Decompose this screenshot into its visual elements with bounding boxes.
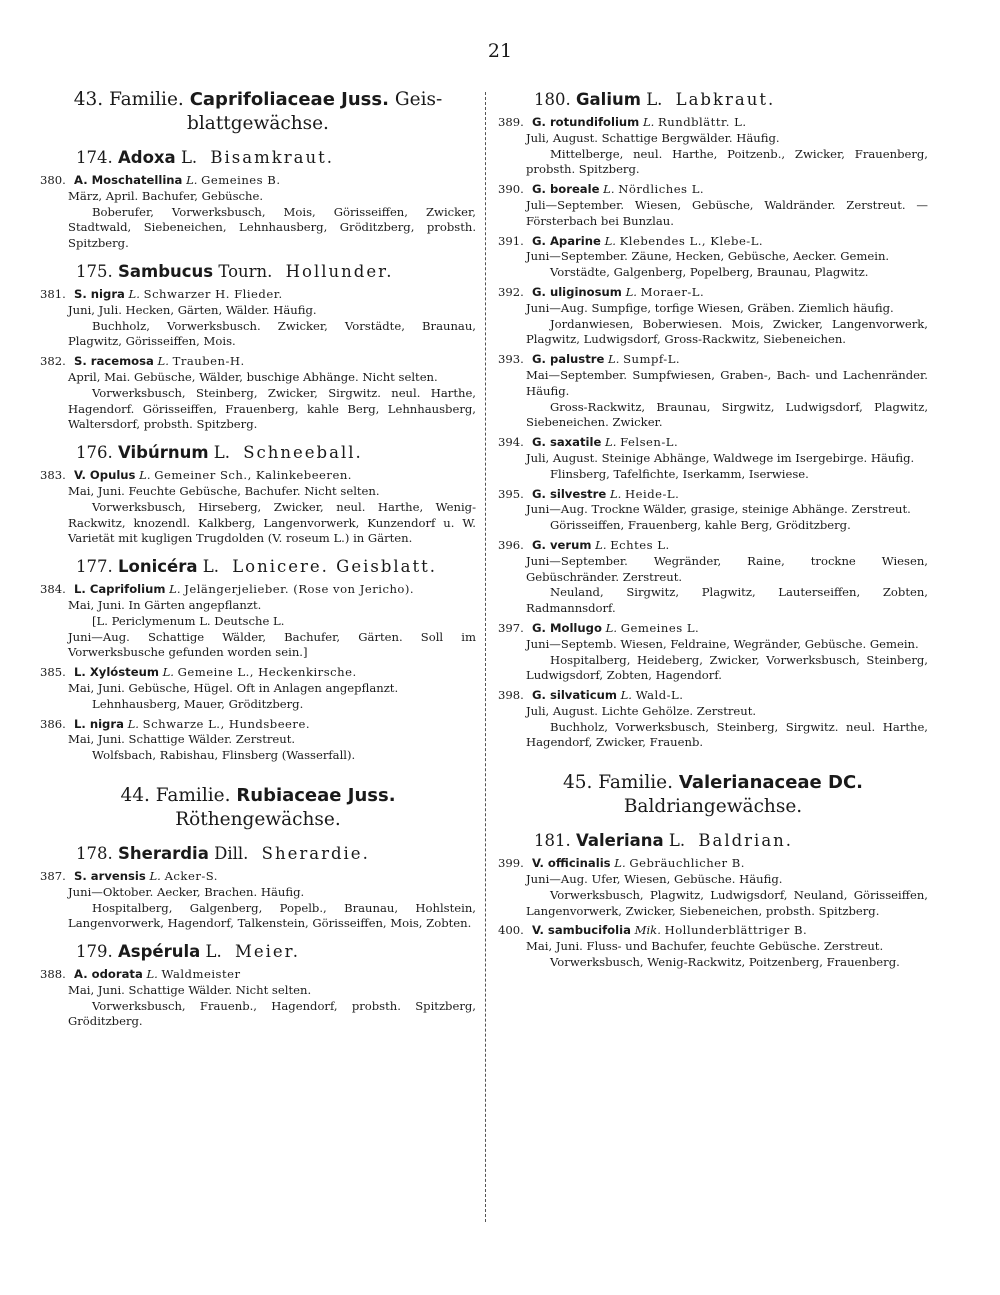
species-note-habitat: Juni—Aug. Schattige Wälder, Bachufer, Gärten. Soll im Vorwerksbusche gefunden worden sein.] <box>68 629 476 660</box>
species-name: G. silvestre <box>532 486 607 501</box>
species-author: L. <box>127 716 139 731</box>
species-entry-391 <box>498 234 928 281</box>
species-german-name: Gemeines B. <box>201 173 281 187</box>
species-number: 387. <box>40 868 66 883</box>
species-number: 390. <box>498 182 524 197</box>
species-german-name: Hollunderblättriger B. <box>664 923 808 938</box>
genus-author: L. <box>213 443 230 463</box>
species-habitat: Mai, Juni. Schattige Wälder. Zerstreut. <box>68 732 296 747</box>
genus-number: 175. <box>76 261 113 281</box>
species-author: L. <box>625 284 637 299</box>
genus-german-name: Sherardie. <box>261 843 370 863</box>
species-name: S. nigra <box>74 286 125 301</box>
species-entry-396 <box>498 538 928 617</box>
species-entry-382 <box>40 354 476 433</box>
genus-heading-181 <box>498 831 928 850</box>
species-german-name: Jelängerjelieber. (Rose von Jericho). <box>184 582 415 597</box>
genus-name: Vibúrnum <box>118 443 209 463</box>
species-entry-386 <box>40 717 476 764</box>
species-habitat: Mai, Juni. In Gärten angepflanzt. <box>68 597 262 612</box>
genus-german-name: Baldrian. <box>698 831 794 851</box>
genus-german-name: Lonicere. Geisblatt. <box>232 557 438 577</box>
genus-heading-175 <box>40 262 476 281</box>
genus-number: 178. <box>76 843 113 863</box>
genus-name: Sherardia <box>118 843 209 863</box>
species-german-name: Gemeines L. <box>620 620 700 635</box>
species-habitat: Juli, August. Schattige Bergwälder. Häufig. <box>526 130 780 145</box>
species-author: L. <box>169 582 181 597</box>
family-name: Rubiaceae Juss. <box>236 784 396 806</box>
genus-heading-179 <box>40 942 476 961</box>
species-localities: Görisseiffen, Frauenberg, kahle Berg, Gröditzberg. <box>550 518 851 533</box>
species-author: L. <box>149 868 161 883</box>
species-german-name: Gemeiner Sch., Kalinkebeeren. <box>154 468 352 483</box>
species-number: 395. <box>498 486 524 501</box>
species-localities: Flinsberg, Tafelfichte, Iserkamm, Iserwiese. <box>550 466 809 481</box>
species-author: L. <box>620 688 632 703</box>
species-number: 389. <box>498 115 524 129</box>
genus-heading-174 <box>40 148 476 167</box>
genus-author: L. <box>202 557 219 577</box>
species-author: L. <box>146 967 158 982</box>
genus-author: L. <box>668 831 686 851</box>
family-number: 44. Familie. <box>120 784 231 806</box>
species-entry-393 <box>498 352 928 431</box>
species-number: 386. <box>40 716 66 731</box>
species-german-name: Moraer-L. <box>640 284 705 299</box>
species-entry-398 <box>498 688 928 751</box>
species-entry-394 <box>498 435 928 482</box>
species-habitat: Juni—Aug. Ufer, Wiesen, Gebüsche. Häufig. <box>526 872 783 887</box>
genus-german-name: Meier. <box>234 942 301 962</box>
page-number: 21 <box>487 40 513 62</box>
species-name: A. odorata <box>74 967 143 982</box>
species-habitat: Juni—Aug. Sumpfige, torfige Wiesen, Gräben. Ziemlich häufig. <box>526 300 894 315</box>
species-entry-385 <box>40 665 476 712</box>
species-number: 400. <box>498 923 524 938</box>
species-german-name: Acker-S. <box>164 868 218 883</box>
species-name: G. verum <box>532 537 592 552</box>
species-habitat: Mai, Juni. Fluss- und Bachufer, feuchte Gebüsche. Zerstreut. <box>526 939 884 954</box>
genus-heading-180 <box>498 90 928 109</box>
species-author: L. <box>186 173 198 187</box>
species-name: A. Moschatellina <box>74 173 183 187</box>
species-german-name: Trauben-H. <box>172 354 245 369</box>
species-note: [L. Periclymenum L. Deutsche L. <box>92 613 285 628</box>
species-habitat: Mai, Juni. Feuchte Gebüsche, Bachufer. Nicht selten. <box>68 483 380 498</box>
species-entry-388 <box>40 967 476 1030</box>
species-habitat: Juni—September. Wegränder, Raine, trockne Wiesen, Gebüschränder. Zerstreut. <box>526 553 928 584</box>
species-german-name: Klebendes L., Klebe-L. <box>619 233 764 248</box>
genus-number: 177. <box>76 557 113 577</box>
genus-author: L. <box>205 942 222 962</box>
family-german-name: Röthengewächse. <box>175 808 341 830</box>
species-german-name: Schwarze L., Hundsbeere. <box>142 716 311 731</box>
species-localities: Vorwerksbusch, Plagwitz, Ludwigsdorf, Neuland, Görisseiffen, Langenvorwerk, Zwicker, Siebeneichen, probsth. Spitzberg. <box>526 887 928 918</box>
genus-german-name: Hollunder. <box>285 261 394 281</box>
species-habitat: Juni—Oktober. Aecker, Brachen. Häufig. <box>68 884 305 899</box>
genus-german-name: Schneeball. <box>243 443 363 463</box>
species-localities: Mittelberge, neul. Harthe, Poitzenb., Zwicker, Frauenberg, probsth. Spitzberg. <box>526 146 928 177</box>
genus-name: Aspérula <box>118 942 201 962</box>
species-german-name: Gebräuchlicher B. <box>629 856 745 871</box>
species-entry-387 <box>40 869 476 932</box>
species-number: 397. <box>498 620 524 635</box>
species-habitat: April, Mai. Gebüsche, Wälder, buschige Abhänge. Nicht selten. <box>68 369 438 384</box>
species-entry-384 <box>40 582 476 661</box>
species-entry-395 <box>498 487 928 534</box>
family-name: Caprifoliaceae Juss. <box>189 89 389 110</box>
species-localities: Neuland, Sirgwitz, Plagwitz, Lauterseiffen, Zobten, Radmannsdorf. <box>526 585 928 616</box>
species-author: L. <box>128 286 140 301</box>
genus-heading-177 <box>40 557 476 576</box>
species-number: 391. <box>498 233 524 248</box>
species-entry-380 <box>40 173 476 252</box>
genus-german-name: Bisamkraut. <box>210 148 334 167</box>
species-habitat: Juli, August. Steinige Abhänge, Waldwege im Isergebirge. Häufig. <box>526 450 915 465</box>
species-localities: Vorstädte, Galgenberg, Popelberg, Braunau, Plagwitz. <box>550 265 869 280</box>
species-name: V. Opulus <box>74 468 136 483</box>
species-name: G. silvaticum <box>532 688 617 703</box>
species-entry-400 <box>498 923 928 970</box>
genus-number: 174. <box>76 148 113 167</box>
species-number: 398. <box>498 688 524 703</box>
species-name: G. palustre <box>532 352 605 367</box>
species-localities: Vorwerksbusch, Steinberg, Zwicker, Sirgwitz. neul. Harthe, Hagendorf. Görisseiffen, Frauenberg, kahle Berg, Lehnhausberg, Waltersdorf, probsth. Spitzberg. <box>68 385 476 432</box>
species-habitat: Juni—Aug. Trockne Wälder, grasige, steinige Abhänge. Zerstreut. <box>526 502 911 517</box>
species-habitat: Juli, August. Lichte Gehölze. Zerstreut. <box>526 703 757 718</box>
species-localities: Lehnhausberg, Mauer, Gröditzberg. <box>92 696 304 711</box>
species-habitat: Mai—September. Sumpfwiesen, Graben-, Bach- und Lachenränder. Häufig. <box>526 367 928 398</box>
family-name: Valerianaceae DC. <box>678 772 864 794</box>
species-author: L. <box>162 665 174 680</box>
species-localities: Wolfsbach, Rabishau, Flinsberg (Wasserfall). <box>92 748 356 763</box>
species-localities: Gross-Rackwitz, Braunau, Sirgwitz, Ludwigsdorf, Plagwitz, Siebeneichen. Zwicker. <box>526 399 928 430</box>
species-localities: Boberufer, Vorwerksbusch, Mois, Görisseiffen, Zwicker, Stadtwald, Siebeneichen, Lehnhausberg, Gröditzberg, probsth. Spitzberg. <box>68 204 476 251</box>
species-number: 394. <box>498 435 524 450</box>
genus-name: Adoxa <box>118 148 176 167</box>
genus-author: L. <box>646 90 663 109</box>
left-column <box>40 88 476 1034</box>
species-entry-392 <box>498 285 928 348</box>
species-number: 399. <box>498 856 524 871</box>
species-localities: Jordanwiesen, Boberwiesen. Mois, Zwicker, Langenvorwerk, Plagwitz, Ludwigsdorf, Gross-Rackwitz, Siebeneichen. <box>526 316 928 347</box>
family-heading-44 <box>40 784 476 832</box>
species-author: L. <box>595 537 607 552</box>
species-number: 388. <box>40 967 66 982</box>
species-number: 385. <box>40 665 66 680</box>
species-localities: Vorwerksbusch, Wenig-Rackwitz, Poitzenberg, Frauenberg. <box>550 955 900 970</box>
species-habitat: Juni, Juli. Hecken, Gärten, Wälder. Häufig. <box>68 302 317 317</box>
species-name: V. officinalis <box>532 856 611 871</box>
species-author: L. <box>157 354 169 369</box>
species-name: G. Mollugo <box>532 620 602 635</box>
family-heading-43 <box>40 88 476 136</box>
species-name: V. sambucifolia <box>532 923 631 938</box>
species-author: L. <box>605 435 617 450</box>
species-author: L. <box>614 856 626 871</box>
species-habitat: März, April. Bachufer, Gebüsche. <box>68 188 264 203</box>
genus-number: 176. <box>76 443 113 463</box>
species-german-name: Waldmeister <box>161 967 241 982</box>
species-german-name: Sumpf-L. <box>623 352 681 367</box>
species-name: L. Caprifolium <box>74 582 166 597</box>
species-number: 392. <box>498 284 524 299</box>
genus-author: L. <box>180 148 198 167</box>
species-german-name: Echtes L. <box>610 537 670 552</box>
species-german-name: Wald-L. <box>635 688 684 703</box>
species-habitat: Mai, Juni. Schattige Wälder. Nicht selten. <box>68 982 312 997</box>
species-habitat: Juli—September. Wiesen, Gebüsche, Waldränder. Zerstreut. — Försterbach bei Bunzlau. <box>526 197 928 228</box>
species-habitat: Mai, Juni. Gebüsche, Hügel. Oft in Anlagen angepflanzt. <box>68 680 399 695</box>
species-name: S. racemosa <box>74 354 154 369</box>
species-localities: Buchholz, Vorwerksbusch. Zwicker, Vorstädte, Braunau, Plagwitz, Görisseiffen, Mois. <box>68 318 476 349</box>
species-entry-390 <box>498 182 928 229</box>
species-name: S. arvensis <box>74 868 146 883</box>
species-name: G. saxatile <box>532 435 602 450</box>
genus-number: 181. <box>534 831 571 851</box>
species-author: L. <box>605 620 618 635</box>
species-habitat: Juni—September. Zäune, Hecken, Gebüsche, Aecker. Gemein. <box>526 249 890 264</box>
species-number: 382. <box>40 354 66 369</box>
species-localities: Vorwerksbusch, Hirseberg, Zwicker, neul. Harthe, Wenig-Rackwitz, knozendl. Kalkberg, Langenvorwerk, Kunzendorf u. W. Varietät mit kugligen Trugdolden (V. roseum L.) in Gärten. <box>68 499 476 546</box>
species-localities: Hospitalberg, Heideberg, Zwicker, Vorwerksbusch, Steinberg, Ludwigsdorf, Zobten, Hagendorf. <box>526 652 928 683</box>
species-german-name: Heide-L. <box>625 486 680 501</box>
species-number: 380. <box>40 173 66 187</box>
species-entry-399 <box>498 856 928 919</box>
species-localities: Vorwerksbusch, Frauenb., Hagendorf, probsth. Spitzberg, Gröditzberg. <box>68 998 476 1029</box>
species-entry-389 <box>498 115 928 178</box>
species-german-name: Schwarzer H. Flieder. <box>143 286 283 301</box>
species-name: G. Aparine <box>532 233 601 248</box>
species-localities: Buchholz, Vorwerksbusch, Steinberg, Sirgwitz. neul. Harthe, Hagendorf, Zwicker, Frauenb. <box>526 719 928 750</box>
species-entry-397 <box>498 621 928 684</box>
genus-name: Valeriana <box>576 831 664 851</box>
species-name: G. boreale <box>532 182 600 197</box>
species-number: 384. <box>40 582 66 597</box>
column-divider <box>485 92 486 1222</box>
genus-name: Sambucus <box>118 261 214 281</box>
species-german-name: Nördliches L. <box>618 182 705 197</box>
genus-name: Lonicéra <box>118 557 198 577</box>
species-author: L. <box>604 233 616 248</box>
species-author: Mik. <box>634 923 661 938</box>
genus-number: 180. <box>534 90 571 109</box>
right-column <box>498 88 928 975</box>
species-author: L. <box>603 182 615 197</box>
genus-author: Dill. <box>214 843 249 863</box>
species-name: G. rotundifolium <box>532 115 640 129</box>
family-number: 43. Familie. <box>73 89 184 110</box>
family-heading-45 <box>498 771 928 819</box>
species-name: L. nigra <box>74 716 124 731</box>
species-author: L. <box>642 115 655 129</box>
species-number: 381. <box>40 286 66 301</box>
species-number: 383. <box>40 468 66 483</box>
species-german-name: Rundblättr. L. <box>658 115 747 129</box>
genus-heading-176 <box>40 443 476 462</box>
species-german-name: Felsen-L. <box>620 435 679 450</box>
family-german-name: Baldriangewächse. <box>623 796 803 818</box>
species-name: G. uliginosum <box>532 284 622 299</box>
genus-number: 179. <box>76 942 113 962</box>
species-author: L. <box>608 352 620 367</box>
genus-author: Tourn. <box>218 261 273 281</box>
genus-heading-178 <box>40 844 476 863</box>
species-number: 393. <box>498 352 524 367</box>
genus-name: Galium <box>576 90 641 109</box>
species-entry-383 <box>40 468 476 547</box>
family-number: 45. Familie. <box>562 772 674 794</box>
species-name: L. Xylósteum <box>74 665 159 680</box>
species-localities: Hospitalberg, Galgenberg, Popelb., Braunau, Hohlstein, Langenvorwerk, Hagendorf, Talkenstein, Görisseiffen, Mois, Zobten. <box>68 900 476 931</box>
species-number: 396. <box>498 537 524 552</box>
species-habitat: Juni—Septemb. Wiesen, Feldraine, Wegränder, Gebüsche. Gemein. <box>526 636 919 651</box>
family-german-name: Geis-blattgewächse. <box>187 89 443 134</box>
species-author: L. <box>139 468 151 483</box>
species-entry-381 <box>40 287 476 350</box>
genus-german-name: Labkraut. <box>675 90 776 109</box>
species-german-name: Gemeine L., Heckenkirsche. <box>177 665 357 680</box>
species-author: L. <box>609 486 622 501</box>
